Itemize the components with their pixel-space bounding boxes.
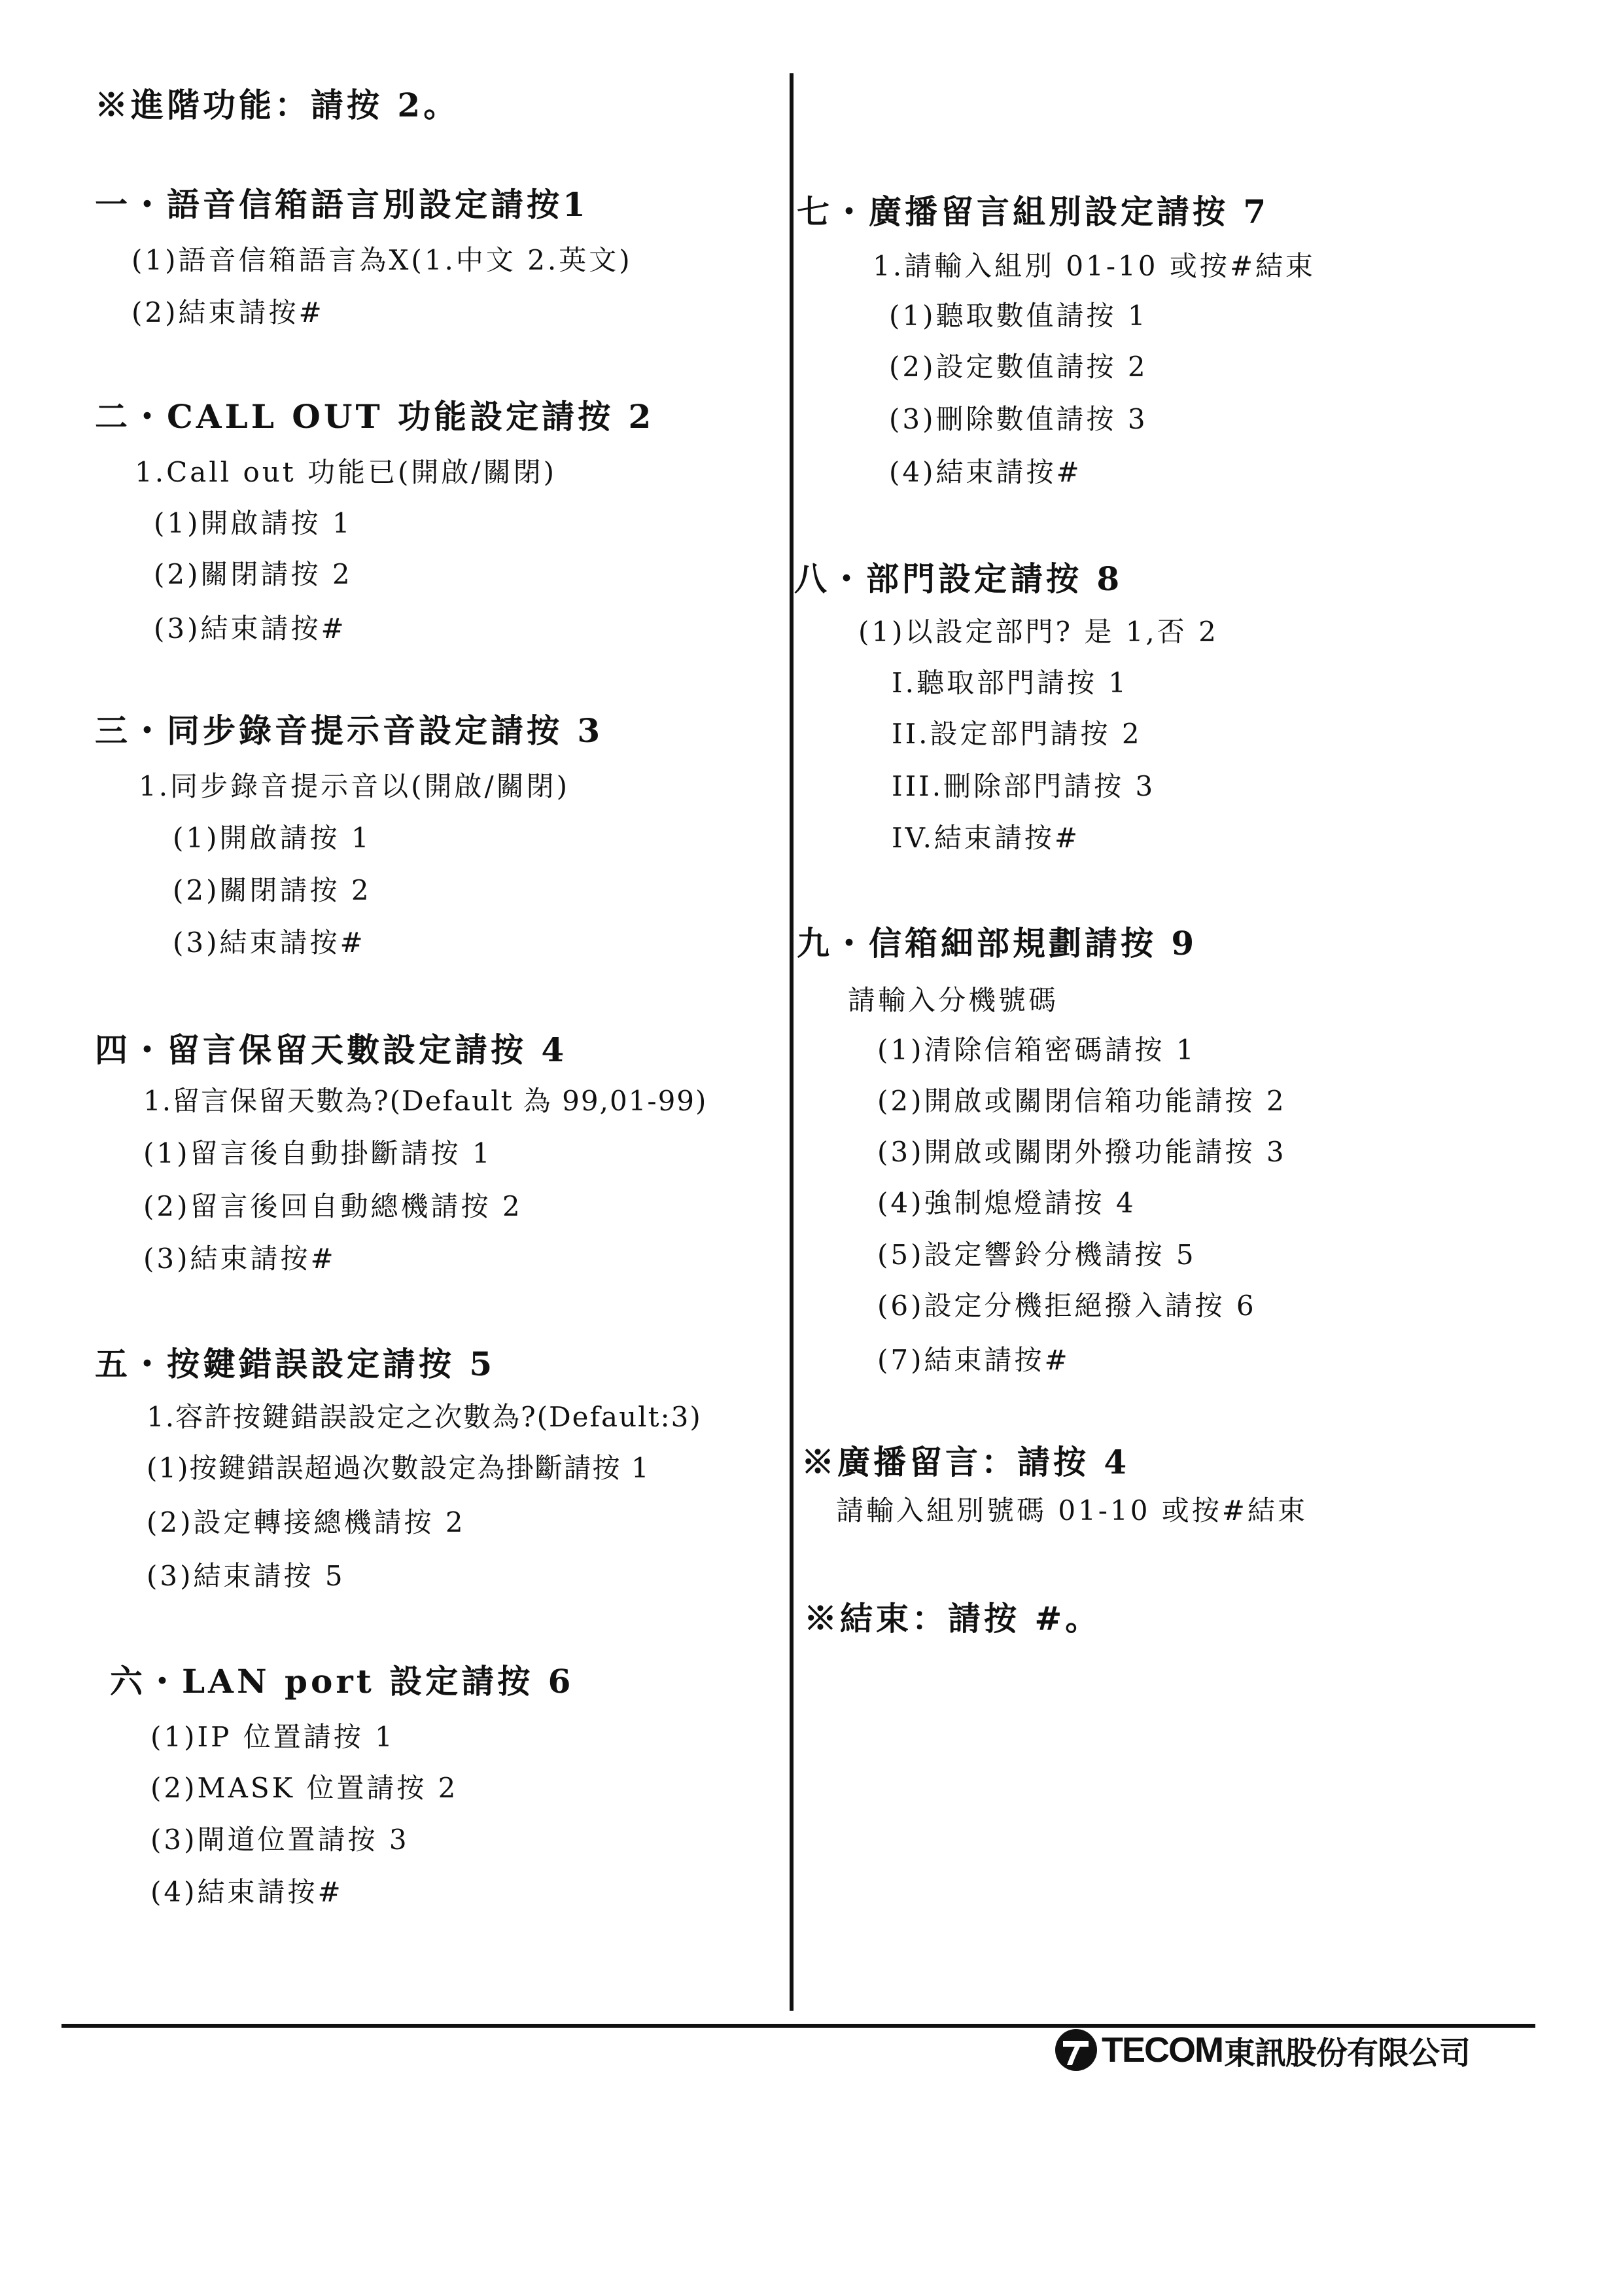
- section-8-line: I.聽取部門請按 1: [892, 667, 1129, 699]
- section-8-title: 八・部門設定請按 8: [794, 559, 1123, 598]
- section-5-line: (2)設定轉接總機請按 2: [147, 1506, 466, 1538]
- section-7-line: (2)設定數值請按 2: [889, 351, 1148, 383]
- section-2-line: (3)結束請按#: [154, 612, 347, 645]
- broadcast-heading: ※廣播留言：請按 4: [801, 1443, 1130, 1481]
- brand-name: TECOM: [1102, 2030, 1223, 2070]
- section-4-line: (1)留言後自動掛斷請按 1: [143, 1137, 493, 1169]
- section-7-line: (1)聽取數值請按 1: [889, 300, 1148, 332]
- section-1-line: (1)語音信箱語言為X(1.中文 2.英文): [131, 244, 633, 276]
- section-6-title: 六・LAN port 設定請按 6: [110, 1662, 574, 1701]
- section-9-line: (5)設定響鈴分機請按 5: [877, 1239, 1196, 1271]
- section-8-line: III.刪除部門請按 3: [892, 770, 1156, 802]
- end-heading: ※結束：請按 #。: [804, 1599, 1102, 1638]
- section-3-line: 1.同步錄音提示音以(開啟/關閉): [139, 770, 570, 802]
- section-9-line: (7)結束請按#: [877, 1344, 1070, 1376]
- section-3-line: (2)關閉請按 2: [173, 874, 372, 906]
- section-9-title: 九・信箱細部規劃請按 9: [797, 924, 1198, 963]
- section-6-line: (3)閘道位置請按 3: [150, 1824, 410, 1856]
- section-3-line: (1)開啟請按 1: [173, 822, 372, 854]
- section-2-line: (2)關閉請按 2: [154, 558, 353, 590]
- section-1-line: (2)結束請按#: [131, 296, 324, 328]
- section-1-title: 一・語音信箱語言別設定請按1: [95, 185, 589, 224]
- section-4-title: 四・留言保留天數設定請按 4: [95, 1031, 568, 1069]
- section-2-title: 二・CALL OUT 功能設定請按 2: [95, 397, 655, 436]
- section-9-line: (4)強制熄燈請按 4: [877, 1187, 1136, 1219]
- section-2-line: 1.Call out 功能已(開啟/關閉): [135, 456, 557, 488]
- section-7-line: (4)結束請按#: [889, 456, 1082, 488]
- section-6-line: (4)結束請按#: [150, 1876, 343, 1908]
- tecom-logo: [1055, 2028, 1470, 2072]
- section-3-title: 三・同步錄音提示音設定請按 3: [95, 711, 604, 750]
- section-7-line: 1.請輸入組別 01-10 或按#結束: [873, 250, 1316, 282]
- section-8-line: II.設定部門請按 2: [892, 718, 1142, 750]
- section-5-title: 五・按鍵錯誤設定請按 5: [95, 1345, 496, 1383]
- section-4-line: 1.留言保留天數為?(Default 為 99,01-99): [143, 1085, 708, 1117]
- section-5-line: (3)結束請按 5: [147, 1560, 345, 1592]
- section-9-line: (2)開啟或關閉信箱功能請按 2: [877, 1085, 1287, 1117]
- section-7-title: 七・廣播留言組別設定請按 7: [797, 192, 1270, 231]
- section-4-line: (3)結束請按#: [143, 1243, 336, 1275]
- section-7-line: (3)刪除數值請按 3: [889, 403, 1148, 435]
- section-9-line: (1)清除信箱密碼請按 1: [877, 1034, 1196, 1066]
- broadcast-prompt: 請輸入組別號碼 01-10 或按#結束: [836, 1494, 1308, 1527]
- section-8-line: IV.結束請按#: [892, 822, 1081, 854]
- tecom-circle-logo-icon: [1055, 2028, 1098, 2072]
- section-6-line: (2)MASK 位置請按 2: [150, 1772, 459, 1804]
- section-4-line: (2)留言後回自動總機請按 2: [143, 1190, 523, 1222]
- section-2-line: (1)開啟請按 1: [154, 507, 353, 539]
- section-9-line: (6)設定分機拒絕撥入請按 6: [877, 1290, 1257, 1322]
- section-9-line: 請輸入分機號碼: [848, 984, 1059, 1016]
- section-6-line: (1)IP 位置請按 1: [150, 1721, 395, 1753]
- company-name: 東訊股份有限公司: [1224, 2034, 1471, 2072]
- section-3-line: (3)結束請按#: [173, 927, 366, 959]
- section-9-line: (3)開啟或關閉外撥功能請按 3: [877, 1136, 1287, 1168]
- advanced-functions-heading: ※進階功能：請按 2。: [95, 86, 460, 124]
- column-divider: [790, 73, 794, 2011]
- section-5-line: 1.容許按鍵錯誤設定之次數為?(Default:3): [147, 1401, 702, 1433]
- section-5-line: (1)按鍵錯誤超過次數設定為掛斷請按 1: [147, 1452, 650, 1484]
- section-8-line: (1)以設定部門? 是 1,否 2: [858, 616, 1219, 648]
